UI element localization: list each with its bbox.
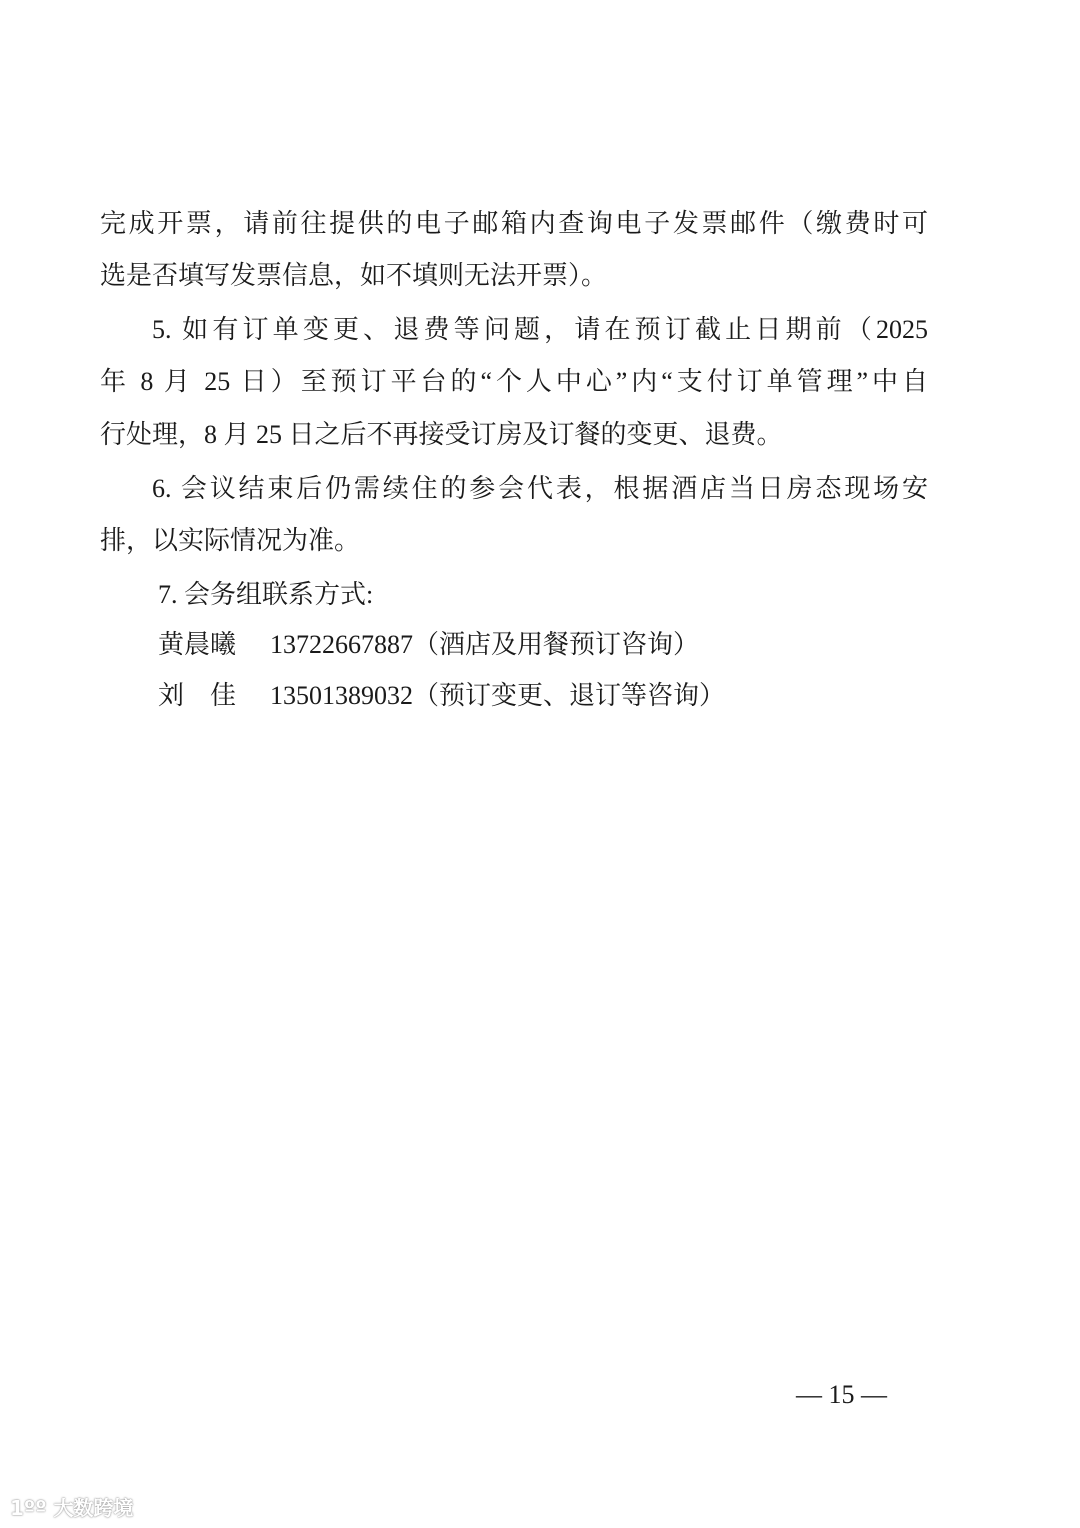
contact-phone: 13722667887 [270,630,413,659]
paragraph-line: 选是否填写发票信息，如不填则无法开票）。 [100,261,608,290]
watermark-logo-icon: 1ºº [10,1496,54,1520]
watermark-text: 大数跨境 [53,1496,134,1520]
paragraph-line: 6. 会议结束后仍需续住的参会代表，根据酒店当日房态现场安 [152,474,928,503]
paragraph-line: 完成开票，请前往提供的电子邮箱内查询电子发票邮件（缴费时可 [100,209,928,238]
contact-entry [158,628,699,662]
contact-note: （预订变更、退订等咨询） [413,681,726,710]
contact-phone: 13501389032 [270,681,413,710]
watermark [10,1492,133,1521]
paragraph-line: 年 8 月 25 日）至预订平台的“个人中心”内“支付订单管理”中自 [100,367,928,396]
paragraph-line: 行处理，8 月 25 日之后不再接受订房及订餐的变更、退费。 [100,420,783,449]
contact-name: 刘 佳 [158,681,237,710]
paragraph-line: 5. 如有订单变更、退费等问题，请在预订截止日期前（2025 [152,315,928,344]
page-number: — 15 — [796,1380,887,1409]
contact-entry [158,679,725,713]
paragraph-line: 7. 会务组联系方式: [158,580,374,609]
contact-name: 黄晨曦 [158,630,237,659]
paragraph-line: 排，以实际情况为准。 [100,526,361,555]
contact-note: （酒店及用餐预订咨询） [413,630,700,659]
